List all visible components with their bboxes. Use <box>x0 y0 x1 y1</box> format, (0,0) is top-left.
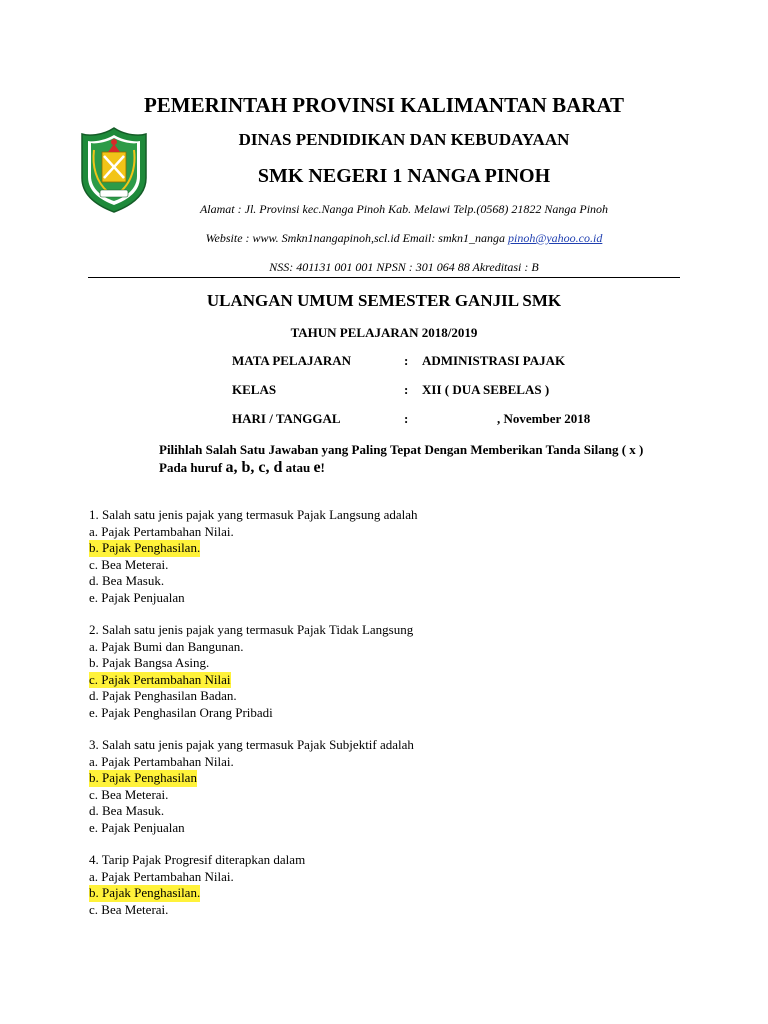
option-text: d. Bea Masuk. <box>89 803 165 818</box>
option-text: e. Pajak Penghasilan Orang Pribadi <box>89 704 273 720</box>
question-text: 2. Salah satu jenis pajak yang termasuk Pajak Tidak Langsung <box>89 622 414 637</box>
subject-colon: : <box>404 353 409 368</box>
letterhead-divider <box>88 277 680 278</box>
answer-option <box>89 573 689 590</box>
instructions <box>159 441 643 477</box>
government-name: PEMERINTAH PROVINSI KALIMANTAN BARAT <box>143 93 625 117</box>
answer-option <box>89 885 689 902</box>
option-text: e. Pajak Penjualan <box>89 589 185 605</box>
answer-option <box>89 524 689 541</box>
instruction-line-2 <box>159 459 643 477</box>
date-value: , November 2018 <box>497 411 591 426</box>
website-text: Website : www. Smkn1nangapinoh,scl.id Email: smkn1_nanga <box>205 231 508 245</box>
question-item <box>89 737 689 836</box>
question-text: 1. Salah satu jenis pajak yang termasuk Pajak Langsung adalah <box>89 507 418 522</box>
school-name: SMK NEGERI 1 NANGA PINOH <box>257 165 551 187</box>
question-item <box>89 507 689 606</box>
instruction-prefix: Pada huruf <box>159 460 226 475</box>
option-text: a. Pajak Pertambahan Nilai. <box>89 753 234 769</box>
question-item <box>89 852 689 918</box>
answer-option <box>89 803 689 820</box>
option-text: a. Pajak Pertambahan Nilai. <box>89 523 234 539</box>
answer-option <box>89 688 689 705</box>
question-text: 4. Tarip Pajak Progresif diterapkan dalam <box>89 852 306 867</box>
class-label: KELAS <box>232 382 277 397</box>
answer-option <box>89 869 689 886</box>
answer-option <box>89 787 689 804</box>
highlighted-answer: b. Pajak Penghasilan <box>89 770 197 785</box>
question-list <box>89 507 689 934</box>
option-text: c. Bea Meterai. <box>89 786 169 802</box>
answer-option <box>89 590 689 607</box>
subject-label: MATA PELAJARAN <box>232 353 352 368</box>
answer-option <box>89 754 689 771</box>
academic-year: TAHUN PELAJARAN 2018/2019 <box>290 325 478 340</box>
instruction-end: ! <box>320 460 325 475</box>
answer-option <box>89 655 689 672</box>
answer-option <box>89 820 689 837</box>
school-registry: NSS: 401131 001 001 NPSN : 301 064 88 Akreditasi : B <box>269 260 539 274</box>
instruction-last-letter: e <box>313 459 321 476</box>
date-label: HARI / TANGGAL <box>232 411 341 426</box>
answer-option <box>89 540 689 557</box>
highlighted-answer: c. Pajak Pertambahan Nilai <box>89 671 231 687</box>
option-text: a. Pajak Bumi dan Bangunan. <box>89 638 244 654</box>
option-text: b. Pajak Bangsa Asing. <box>89 655 210 670</box>
answer-option <box>89 705 689 722</box>
answer-option <box>89 902 689 919</box>
answer-option <box>89 557 689 574</box>
question-text: 3. Salah satu jenis pajak yang termasuk Pajak Subjektif adalah <box>89 737 414 752</box>
class-value: XII ( DUA SEBELAS ) <box>422 382 550 397</box>
exam-title: ULANGAN UMUM SEMESTER GANJIL SMK <box>206 291 562 310</box>
instruction-mid: atau <box>282 460 314 475</box>
instruction-line-1: Pilihlah Salah Satu Jawaban yang Paling Tepat Dengan Memberikan Tanda Silang ( x ) <box>159 442 644 457</box>
subject-value: ADMINISTRASI PAJAK <box>422 353 566 368</box>
option-text: a. Pajak Pertambahan Nilai. <box>89 868 234 884</box>
department-name: DINAS PENDIDIKAN DAN KEBUDAYAAN <box>238 130 570 149</box>
school-address: Alamat : Jl. Provinsi kec.Nanga Pinoh Kab. Melawi Telp.(0568) 21822 Nanga Pinoh <box>199 202 609 216</box>
highlighted-answer: b. Pajak Penghasilan. <box>89 885 201 900</box>
answer-option <box>89 639 689 656</box>
instruction-letters: a, b, c, d <box>225 459 283 476</box>
answer-option <box>89 672 689 689</box>
class-colon: : <box>404 382 409 397</box>
option-text: e. Pajak Penjualan <box>89 819 185 835</box>
question-item <box>89 622 689 721</box>
email-link[interactable]: pinoh@yahoo.co.id <box>507 231 603 245</box>
answer-option <box>89 770 689 787</box>
option-text: d. Bea Masuk. <box>89 573 165 588</box>
school-contact <box>20 231 768 246</box>
option-text: d. Pajak Penghasilan Badan. <box>89 688 237 703</box>
highlighted-answer: b. Pajak Penghasilan. <box>89 540 201 555</box>
date-colon: : <box>404 411 409 426</box>
option-text: c. Bea Meterai. <box>89 901 169 917</box>
option-text: c. Bea Meterai. <box>89 556 169 572</box>
